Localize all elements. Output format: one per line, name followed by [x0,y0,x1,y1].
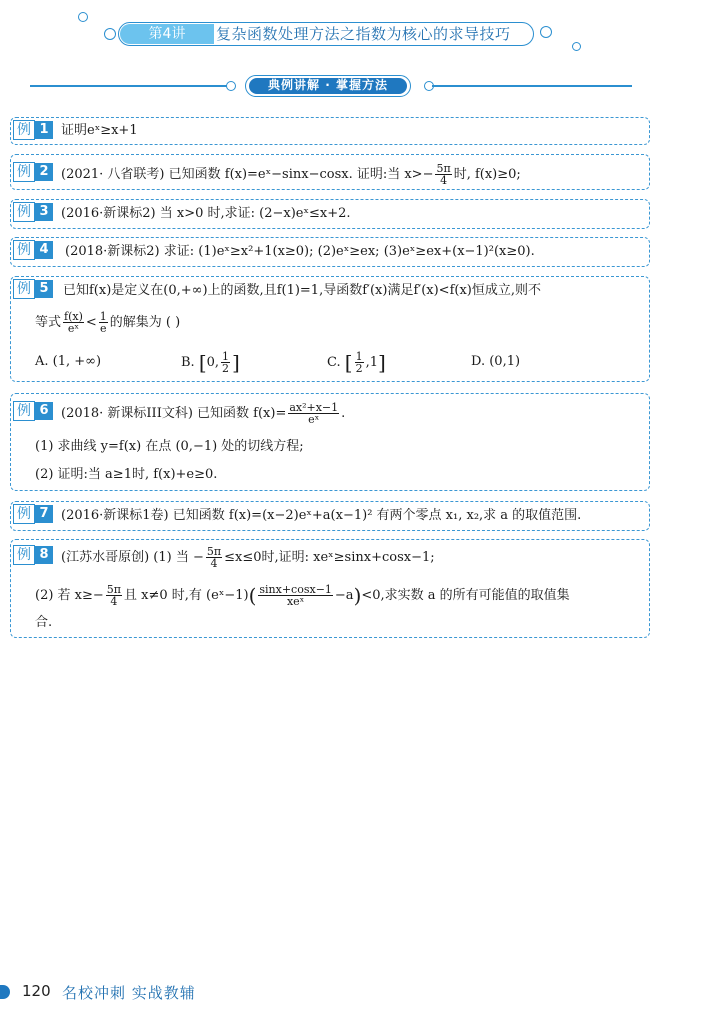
example-label: 例 [13,504,35,524]
text-segment: −a [334,588,354,603]
example-8 [10,539,650,638]
example-label: 例 [13,401,35,421]
option-c [327,351,386,374]
example-label: 例 [13,120,35,140]
fraction-denominator: 4 [440,174,448,187]
example-line-2: (1) 求曲线 y=f(x) 在点 (0,−1) 处的切线方程; [35,439,304,454]
example-number: 7 [35,505,53,523]
example-6 [10,393,650,491]
text-segment: 0, [206,355,220,370]
example-text [61,163,521,186]
example-number: 2 [35,163,53,181]
option-label: C. [327,355,341,370]
example-text: 证明eˣ≥x+1 [61,123,138,138]
example-label: 例 [13,162,35,182]
section-title: 典例讲解 · 掌握方法 [249,78,407,94]
example-number: 3 [35,203,53,221]
example-number: 8 [35,546,53,564]
example-tag [13,402,53,420]
example-1 [10,117,650,145]
example-line-1 [61,546,435,569]
footer-marker [0,985,10,999]
bracket-right: ] [377,350,386,375]
example-line-3: 合. [35,615,53,630]
fraction-numerator: 1 [99,310,107,323]
fraction [288,402,339,425]
fraction [206,546,222,569]
example-tag [13,241,53,259]
bracket-right: ] [232,350,240,375]
text-segment: 等式 [35,315,62,330]
option-a: A. (1, +∞) [35,354,102,369]
example-4 [10,237,650,267]
example-text: (2018·新课标2) 求证: (1)eˣ≥x²+1(x≥0); (2)eˣ≥ex; (3)eˣ≥ex+(x−1)²(x≥0). [65,244,535,259]
fraction-denominator: 2 [355,362,363,375]
page-number: 120 [22,982,51,1000]
fraction-denominator: eˣ [308,413,320,426]
example-5 [10,276,650,382]
fraction [99,311,108,334]
example-line-3: (2) 证明:当 a≥1时, f(x)+e≥0. [35,467,218,482]
fraction [435,163,451,186]
example-2 [10,154,650,190]
fraction-numerator: 5π [106,583,122,596]
example-label: 例 [13,545,35,565]
example-tag [13,280,53,298]
option-b [181,351,240,374]
fraction-denominator: 4 [210,557,218,570]
lecture-header [100,16,600,56]
lecture-title: 复杂函数处理方法之指数为核心的求导技巧 [216,25,511,43]
text-segment: 且 x≠0 时,有 (eˣ−1) [124,588,249,603]
fraction [355,351,364,374]
fraction [258,584,333,607]
bracket-left: [ [344,350,353,375]
fraction-numerator: f(x) [64,310,83,323]
footer-text: 名校冲刺 实战教辅 [62,984,196,1002]
example-text: (2016·新课标2) 当 x>0 时,求证: (2−x)eˣ≤x+2. [61,206,351,221]
example-line-1: 已知f(x)是定义在(0,+∞)上的函数,且f(1)=1,导函数f′(x)满足f′(x)<f(x)恒成立,则不 [63,283,541,298]
option-d: D. (0,1) [471,354,521,369]
fraction [63,311,84,334]
fraction-denominator: eˣ [67,322,80,335]
section-rule-left [30,85,230,87]
text-segment: (江苏水哥原创) (1) 当 − [61,550,204,565]
bracket-left: [ [198,350,207,375]
option-label: B. [181,355,195,370]
example-tag [13,505,53,523]
decor-circle-icon [78,12,88,22]
fraction-numerator: 1 [355,350,363,363]
paren-left: ( [248,583,257,608]
example-tag [13,121,53,139]
section-badge [245,75,411,97]
example-number: 5 [35,280,53,298]
example-line-2 [35,311,180,334]
fraction-denominator: e [100,322,107,335]
fraction [106,584,122,607]
decor-circle-icon [572,42,581,51]
decor-circle-icon [104,28,116,40]
text-segment: ,1 [365,355,378,370]
example-line-2 [35,584,570,607]
example-label: 例 [13,240,35,260]
fraction-numerator: 5π [436,162,451,175]
text-segment: (2018· 新课标III文科) 已知函数 f(x)= [61,406,287,421]
text-segment: ≤x≤0时,证明: xeˣ≥sinx+cosx−1; [224,550,435,565]
text-segment: <0,求实数 a 的所有可能值的取值集 [361,588,570,603]
example-line-1 [61,402,345,425]
section-rule-right [432,85,632,87]
example-number: 4 [35,241,53,259]
text-segment: 的解集为 ( ) [109,315,181,330]
example-tag [13,203,53,221]
example-label: 例 [13,202,35,222]
text-segment: (2021· 八省联考) 已知函数 f(x)=eˣ−sinx−cosx. 证明:当 x>− [61,167,434,182]
text-segment: . [341,406,346,421]
decor-circle-icon [540,26,552,38]
example-7 [10,501,650,531]
example-text: (2016·新课标1卷) 已知函数 f(x)=(x−2)eˣ+a(x−1)² 有两个零点 x₁, x₂,求 a 的取值范围. [61,508,582,523]
fraction-denominator: 2 [222,362,230,375]
text-segment: (2) 若 x≥− [35,588,104,603]
text-segment: < [85,315,97,330]
example-number: 6 [35,402,53,420]
example-tag [13,546,53,564]
lecture-number: 第4讲 [120,24,214,44]
example-tag [13,163,53,181]
fraction-numerator: ax²+x−1 [289,401,339,414]
fraction-numerator: sinx+cosx−1 [259,583,332,596]
fraction-numerator: 5π [206,545,222,558]
fraction-numerator: 1 [222,350,230,363]
example-number: 1 [35,121,53,139]
fraction-denominator: 4 [110,595,118,608]
decor-circle-icon [226,81,236,91]
paren-right: ) [353,583,362,608]
text-segment: 时, f(x)≥0; [453,167,521,182]
example-label: 例 [13,279,35,299]
fraction [221,351,230,374]
example-3 [10,199,650,229]
fraction-denominator: xeˣ [286,595,305,608]
